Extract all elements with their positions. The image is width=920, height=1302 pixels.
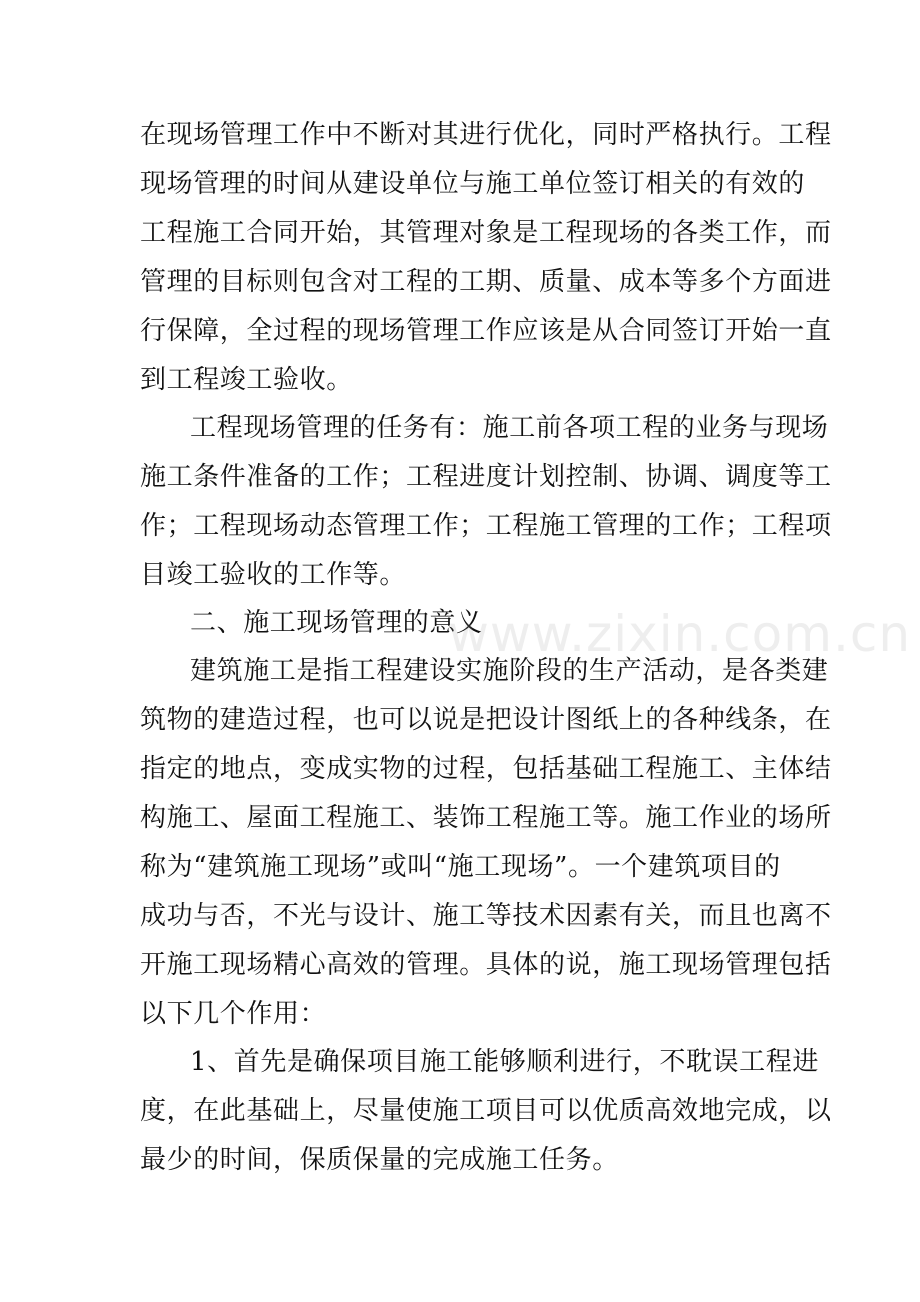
body-line: 作；工程现场动态管理工作；工程施工管理的工作；工程项	[140, 511, 832, 541]
body-line: 到工程竣工验收。	[140, 365, 353, 395]
body-line: 以下几个作用：	[140, 999, 327, 1029]
body-line: 指定的地点，变成实物的过程，包括基础工程施工、主体结	[140, 754, 832, 784]
body-line: 管理的目标则包含对工程的工期、质量、成本等多个方面进	[140, 267, 832, 297]
body-line: 目竣工验收的工作等。	[140, 560, 407, 590]
body-line: 在现场管理工作中不断对其进行优化，同时严格执行。工程	[140, 120, 832, 150]
body-line: 行保障，全过程的现场管理工作应该是从合同签订开始一直	[140, 316, 832, 346]
body-line: 筑物的建造过程，也可以说是把设计图纸上的各种线条，在	[140, 705, 832, 735]
body-line: 工程施工合同开始，其管理对象是工程现场的各类工作，而	[140, 218, 832, 248]
body-line: 开施工现场精心高效的管理。具体的说，施工现场管理包括	[140, 950, 832, 980]
paragraph-first-line: 建筑施工是指工程建设实施阶段的生产活动，是各类建	[190, 656, 829, 686]
body-line: 成功与否，不光与设计、施工等技术因素有关，而且也离不	[140, 901, 832, 931]
paragraph-first-line: 1、首先是确保项目施工能够顺利进行，不耽误工程进	[190, 1047, 819, 1077]
body-line: 度，在此基础上，尽量使施工项目可以优质高效地完成，以	[140, 1096, 832, 1126]
body-line: 称为“建筑施工现场”或叫“施工现场”。一个建筑项目的	[140, 852, 781, 882]
watermark: www.zixin.com.cn	[448, 605, 912, 663]
body-line: 施工条件准备的工作；工程进度计划控制、协调、调度等工	[140, 462, 832, 492]
body-line: 现场管理的时间从建设单位与施工单位签订相关的有效的	[140, 169, 806, 199]
section-heading: 二、施工现场管理的意义	[190, 608, 483, 638]
paragraph-first-line: 工程现场管理的任务有：施工前各项工程的业务与现场	[190, 413, 829, 443]
body-line: 最少的时间，保质保量的完成施工任务。	[140, 1145, 619, 1175]
body-line: 构施工、屋面工程施工、装饰工程施工等。施工作业的场所	[140, 803, 832, 833]
